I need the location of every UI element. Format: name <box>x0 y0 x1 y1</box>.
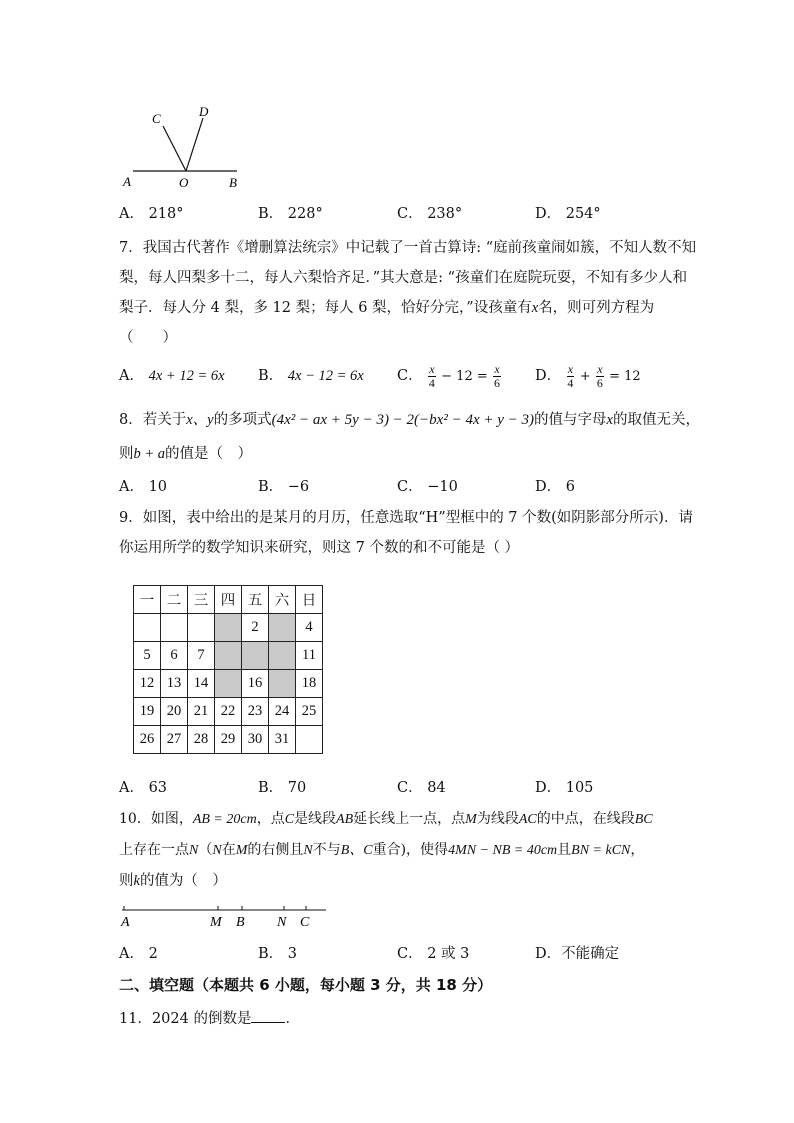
q7-option-b-label: B． <box>258 368 284 384</box>
calendar-row <box>134 642 323 670</box>
calendar-header: 五 <box>242 586 269 614</box>
calendar-cell: 13 <box>161 670 188 698</box>
q10-l1-g: 延长线上一点，点 <box>353 811 466 827</box>
label-c: C <box>152 111 161 126</box>
q9-option-a[interactable]: A． 63 <box>119 780 168 796</box>
section-2-title: 二、填空题（本题共 6 小题，每小题 3 分，共 18 分） <box>119 976 493 994</box>
calendar-cell: 4 <box>296 614 323 642</box>
ray-oc <box>163 126 186 171</box>
calendar-cell: 5 <box>134 642 161 670</box>
calendar-cell: 7 <box>188 642 215 670</box>
q10-l2-c: （ <box>198 842 213 858</box>
q10-l2-g: 的右侧且 <box>247 842 304 858</box>
calendar-cell: 14 <box>188 670 215 698</box>
q10-line-2 <box>119 840 644 861</box>
seg-label-c: C <box>300 915 310 930</box>
q8-post: 的值与字母 <box>534 412 607 428</box>
q8-option-a[interactable]: A． 10 <box>119 479 168 495</box>
ray-od <box>186 118 203 171</box>
q10-l2-h: N <box>303 843 313 858</box>
q10-l2-j: B、C <box>340 843 373 858</box>
calendar-cell <box>188 614 215 642</box>
calendar-cell-shaded <box>269 642 296 670</box>
calendar-header: 六 <box>269 586 296 614</box>
q10-line-1 <box>119 809 653 830</box>
calendar-cell: 24 <box>269 698 296 726</box>
calendar-cell: 23 <box>242 698 269 726</box>
q10-l1-f: AB <box>336 812 354 827</box>
q10-l2-n: BN = kCN <box>571 843 631 858</box>
label-b: B <box>229 175 237 190</box>
calendar-cell: 25 <box>296 698 323 726</box>
q8-post2: 的取值无关， <box>612 412 700 428</box>
calendar-cell: 28 <box>188 726 215 754</box>
q8-line-2-pre: 则 <box>119 446 134 462</box>
calendar-header-row <box>134 586 323 614</box>
q10-l2-e: 在 <box>221 842 236 858</box>
calendar-cell-shaded <box>269 670 296 698</box>
q7-option-c[interactable] <box>397 358 502 395</box>
q7-option-b[interactable] <box>258 366 364 386</box>
q10-l2-m: 且 <box>557 842 572 858</box>
q8-option-d[interactable]: D． 6 <box>535 479 575 495</box>
calendar-cell: 2 <box>242 614 269 642</box>
q10-l2-d: N <box>212 843 222 858</box>
q11-answer-blank[interactable] <box>251 1008 285 1023</box>
q6-option-a[interactable]: A． 218° <box>119 206 184 222</box>
q7-line-3-post: 名，则可列方程为 <box>538 300 655 316</box>
q8-line-2 <box>119 444 252 464</box>
q7-option-d-frac-1: $\frac{x}{4}$ <box>567 361 574 390</box>
q9-line-1: 9．如图，表中给出的是某月的月历，任意选取“H”型框中的 7 个数(如阴影部分所示)．请 <box>119 510 693 526</box>
calendar-cell-shaded <box>269 614 296 642</box>
calendar-cell: 20 <box>161 698 188 726</box>
calendar-header: 三 <box>188 586 215 614</box>
q10-l1-i: 为线段 <box>476 811 519 827</box>
calendar-cell: 19 <box>134 698 161 726</box>
q7-option-a-label: A． <box>119 368 144 384</box>
q7-option-d-label: D． <box>535 368 562 384</box>
calendar-cell: 22 <box>215 698 242 726</box>
q7-paren: （ ） <box>119 330 177 346</box>
seg-label-a: A <box>121 915 130 930</box>
q7-line-3-pre: 梨子．每人分 4 梨，多 12 梨；每人 6 梨，恰好分完，”设孩童有 <box>119 300 532 316</box>
q9-option-b[interactable]: B． 70 <box>258 780 307 796</box>
q10-l2-f: M <box>235 843 248 858</box>
q9-option-c[interactable]: C． 84 <box>397 780 446 796</box>
seg-label-n: N <box>277 915 287 930</box>
q10-l2-a: 上存在一点 <box>119 842 189 858</box>
calendar-cell-shaded <box>215 670 242 698</box>
q10-l1-b: AB = 20cm <box>192 812 257 827</box>
q10-segment-figure <box>118 900 333 932</box>
calendar-header: 二 <box>161 586 188 614</box>
q7-line-3 <box>119 298 654 318</box>
calendar-cell-shaded <box>215 614 242 642</box>
q10-l2-i: 不与 <box>312 842 341 858</box>
q10-l2-o: ， <box>630 842 645 858</box>
q8-pre: 8．若关于 <box>119 412 187 428</box>
label-o: O <box>179 175 189 190</box>
q10-l2-b: N <box>189 843 199 858</box>
q10-option-d[interactable]: D．不能确定 <box>535 946 620 962</box>
q10-l1-j: AC <box>518 812 537 827</box>
q9-line-2: 你运用所学的数学知识来研究，则这 7 个数的和不可能是（ ） <box>119 540 520 556</box>
q10-l1-l: BC <box>634 812 653 827</box>
q7-var-x: x <box>531 300 539 316</box>
q7-option-c-frac-2: $\frac{x}{6}$ <box>494 361 501 390</box>
q10-line-3 <box>119 871 227 891</box>
q7-option-a-expr: 4x + 12 = 6x <box>148 368 225 384</box>
q6-option-b[interactable]: B． 228° <box>258 206 323 222</box>
calendar-cell: 29 <box>215 726 242 754</box>
q8-mid: 的多项式 <box>213 412 272 428</box>
calendar-row <box>134 670 323 698</box>
q10-l1-a: 10．如图， <box>119 811 193 827</box>
calendar-cell: 21 <box>188 698 215 726</box>
calendar-header: 一 <box>134 586 161 614</box>
calendar-header: 四 <box>215 586 242 614</box>
q7-option-d-tail: = 12 <box>609 369 641 384</box>
calendar-cell: 11 <box>296 642 323 670</box>
calendar-cell: 6 <box>161 642 188 670</box>
seg-label-b: B <box>236 915 245 930</box>
q10-option-c[interactable]: C． 2 或 3 <box>397 946 470 962</box>
calendar-cell: 26 <box>134 726 161 754</box>
q7-line-1: 7．我国古代著作《增删算法统宗》中记载了一首古算诗: “庭前孩童闹如簇，不知人数不知 <box>119 240 697 256</box>
q10-l1-k: 的中点，在线段 <box>536 811 635 827</box>
calendar-cell: 12 <box>134 670 161 698</box>
q10-l3-c: 的值为（ ） <box>139 873 227 889</box>
calendar-table <box>133 585 323 754</box>
calendar-cell: 31 <box>269 726 296 754</box>
calendar-cell <box>161 614 188 642</box>
q10-option-b[interactable]: B． 3 <box>258 946 297 962</box>
q7-option-c-frac-1: $\frac{x}{4}$ <box>428 361 435 390</box>
q10-l3-a: 则 <box>119 873 134 889</box>
q11-post: ． <box>285 1011 300 1027</box>
q7-option-c-label: C． <box>397 368 423 384</box>
q10-l2-k: 重合)，使得 <box>372 842 449 858</box>
calendar-row <box>134 698 323 726</box>
calendar-cell <box>296 726 323 754</box>
q8-line-2-post: 的值是（ ） <box>165 446 253 462</box>
q10-l1-c: ，点 <box>256 811 285 827</box>
q10-option-a[interactable]: A． 2 <box>119 946 158 962</box>
label-d: D <box>199 104 209 119</box>
q9-option-d[interactable]: D． 105 <box>535 780 594 796</box>
label-a: A <box>123 174 131 189</box>
q10-l2-l: 4MN − NB = 40cm <box>448 843 558 858</box>
q7-line-2: 梨，每人四梨多十二，每人六梨恰齐足．”其大意是: “孩童们在庭院玩耍，不知有多少人和 <box>119 270 688 286</box>
q6-option-c[interactable]: C． 238° <box>397 206 463 222</box>
q10-l1-h: M <box>465 812 477 827</box>
q10-l1-d: C <box>284 812 295 827</box>
calendar-cell: 30 <box>242 726 269 754</box>
q11-pre: 11．2024 的倒数是 <box>119 1011 252 1027</box>
q10-l3-b: k <box>133 873 140 889</box>
q6-angle-figure <box>115 100 255 195</box>
q8-line-2-expr: b + a <box>133 446 166 462</box>
q7-option-d-mid: + <box>579 369 591 384</box>
calendar-header: 日 <box>296 586 323 614</box>
q7-option-b-expr: 4x − 12 = 6x <box>287 368 364 384</box>
q8-vars: x、y <box>186 412 214 428</box>
calendar-cell-shaded <box>215 642 242 670</box>
calendar-row <box>134 614 323 642</box>
q8-option-c[interactable]: C． −10 <box>397 479 458 495</box>
calendar-cell: 18 <box>296 670 323 698</box>
q7-option-d[interactable] <box>535 358 641 395</box>
calendar-row <box>134 726 323 754</box>
q6-option-d[interactable]: D． 254° <box>535 206 601 222</box>
q8-option-b[interactable]: B． −6 <box>258 479 310 495</box>
q8-expr: (4x² − ax + 5y − 3) − 2(−bx² − 4x + y − 3) <box>271 412 535 428</box>
q11-line <box>119 1008 300 1029</box>
q7-option-c-mid: − 12 = <box>441 369 488 384</box>
seg-label-m: M <box>210 915 222 930</box>
calendar-cell: 27 <box>161 726 188 754</box>
q7-option-d-frac-2: $\frac{x}{6}$ <box>596 361 603 390</box>
q10-l1-e: 是线段 <box>294 811 337 827</box>
calendar-cell <box>134 614 161 642</box>
q8-line-1 <box>119 410 700 430</box>
q7-option-a[interactable] <box>119 366 225 386</box>
calendar-cell: 16 <box>242 670 269 698</box>
calendar-cell-shaded <box>242 642 269 670</box>
q8-var2: x <box>606 412 613 428</box>
